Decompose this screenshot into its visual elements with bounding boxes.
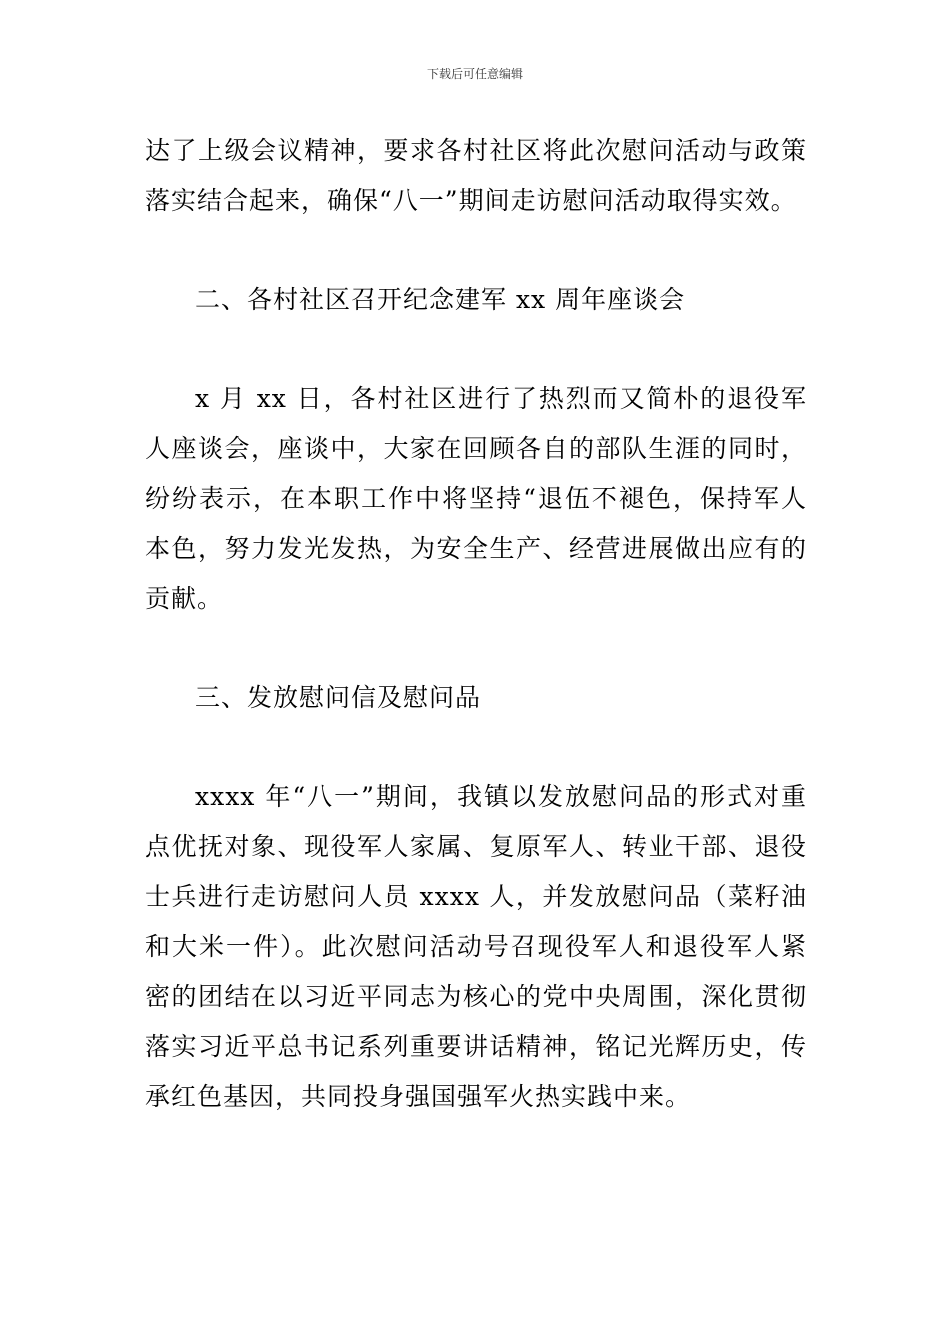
section-heading-2: 二、各村社区召开纪念建军 xx 周年座谈会 bbox=[195, 285, 686, 314]
header-note: 下载后可任意编辑 bbox=[426, 67, 523, 81]
paragraph-symposium: x 月 xx 日，各村社区进行了热烈而又简朴的退役军人座谈会，座谈中，大家在回顾各自的部队生涯的同时，纷纷表示，在本职工作中将坚持“退伍不褪色，保持军人本色，努力发光发热，为安全生产、经营进展做出应有的贡献。 bbox=[145, 384, 807, 613]
paragraph-condolence-gifts: xxxx 年“八一”期间，我镇以发放慰问品的形式对重点优抚对象、现役军人家属、复原军人、转业干部、退役士兵进行走访慰问人员 xxxx 人，并发放慰问品（菜籽油和大米一件）。此次慰问活动号召现役军人和退役军人紧密的团结在以习近平同志为核心的党中央周围，深化贯彻落实习近平总书记系列重要讲话精神，铭记光辉历史，传承红色基因，共同投身强国强军火热实践中来。 bbox=[145, 782, 807, 1111]
document-body bbox=[145, 126, 807, 1122]
paragraph-continuation: 达了上级会议精神，要求各村社区将此次慰问活动与政策落实结合起来，确保“八一”期间走访慰问活动取得实效。 bbox=[145, 136, 807, 215]
section-heading-3: 三、发放慰问信及慰问品 bbox=[195, 683, 482, 712]
